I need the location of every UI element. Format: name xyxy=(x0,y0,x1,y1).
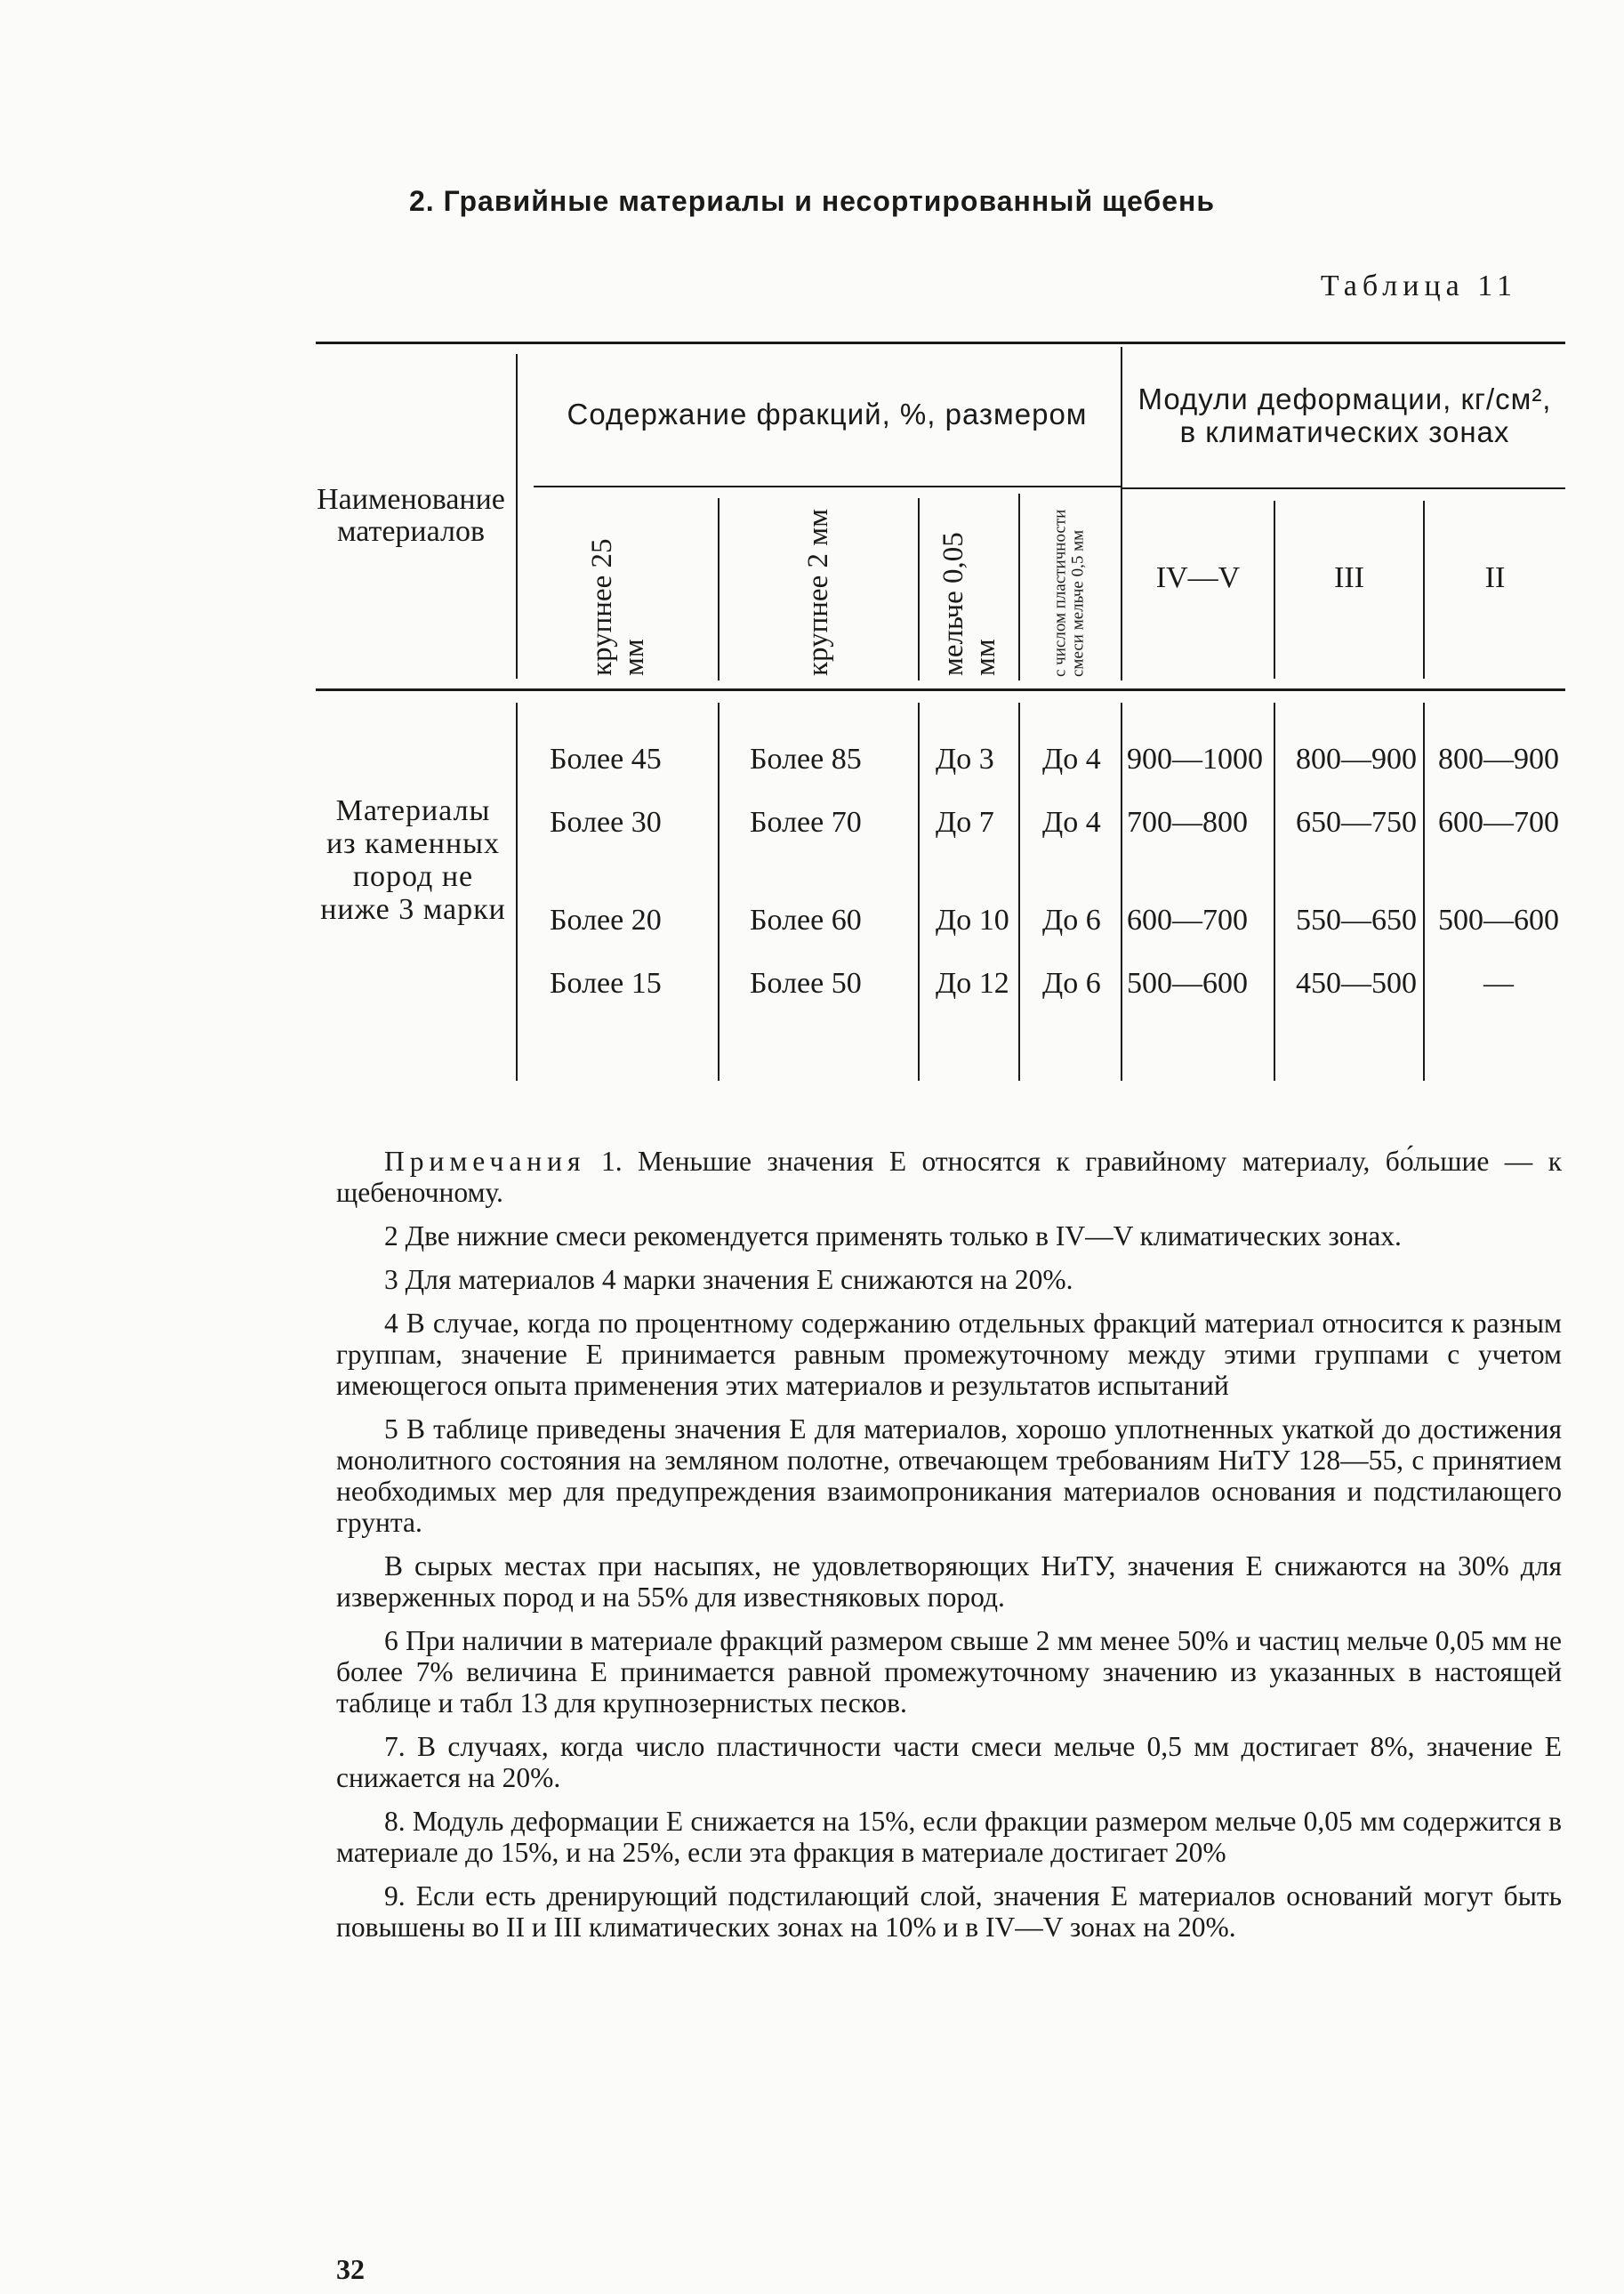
cell-plasticity: До 4 xyxy=(1042,806,1101,839)
vline-c25 xyxy=(718,498,720,680)
cell-plasticity: До 4 xyxy=(1042,743,1101,776)
vline-body-name xyxy=(516,703,518,1081)
notes-label: Примечания xyxy=(384,1146,586,1177)
note-8: 8. Модуль деформации E снижается на 15%, если фракции размером мельче 0,05 мм содержится в материале до 15%, и на 25%, если эта фракция в материале достигает 20% xyxy=(336,1806,1562,1868)
subheader-coarser-2: крупнее 2 мм xyxy=(802,509,834,676)
cell-c25: Более 15 xyxy=(550,967,662,1000)
cell-plasticity: До 6 xyxy=(1042,904,1101,937)
header-material-name: Наименование материалов xyxy=(317,483,505,548)
cell-zone-3: 550—650 xyxy=(1296,904,1417,937)
vline-group xyxy=(1121,347,1122,680)
cell-zone-2: — xyxy=(1483,967,1514,1000)
note-4: 4 В случае, когда по процентному содержанию отдельных фракций материал относится к разным группам, значение E принимается равным промежуточному между этими группами с учетом имеющегося опыта применения этих материалов и результатов испытаний xyxy=(336,1308,1562,1401)
header-fraction-content: Содержание фракций, %, размером xyxy=(567,397,1088,431)
subheader-finer-005: мельче 0,05 мм xyxy=(937,532,1001,676)
vline-body-z3 xyxy=(1423,703,1425,1081)
cell-c2: Более 60 xyxy=(750,904,862,937)
subheader-zone-2: II xyxy=(1484,561,1506,594)
subheader-zone-3: III xyxy=(1334,561,1364,594)
table-caption: Таблица 11 xyxy=(1320,270,1517,302)
cell-zone-4-5: 600—700 xyxy=(1127,904,1248,937)
header-modulus: Модули деформации, кг/см², в климатических зонах xyxy=(1138,382,1552,448)
vline-body-c25 xyxy=(718,703,720,1081)
note-3: 3 Для материалов 4 марки значения E снижаются на 20%. xyxy=(384,1264,1073,1295)
note-9: 9. Если есть дренирующий подстилающий слой, значения E материалов оснований могут быть повышены во II и III климатических зонах на 10% и в IV—V зонах на 20%. xyxy=(336,1880,1562,1943)
section-title: 2. Гравийные материалы и несортированный щебень xyxy=(409,185,1215,217)
cell-c25: Более 20 xyxy=(550,904,662,937)
vline-body-c2 xyxy=(918,703,920,1081)
vline-name xyxy=(516,354,518,679)
cell-f005: До 10 xyxy=(936,904,1009,937)
row-material-name: Материалы из каменных пород не ниже 3 марки xyxy=(320,794,506,926)
cell-zone-3: 450—500 xyxy=(1296,967,1417,1000)
cell-plasticity: До 6 xyxy=(1042,967,1101,1000)
cell-zone-4-5: 900—1000 xyxy=(1127,743,1263,776)
vline-body-pl xyxy=(1121,703,1122,1081)
vline-body-f005 xyxy=(1018,703,1020,1081)
cell-zone-3: 800—900 xyxy=(1296,743,1417,776)
cell-zone-2: 500—600 xyxy=(1438,904,1559,937)
cell-c2: Более 85 xyxy=(750,743,862,776)
note-5-continued: В сырых местах при насыпях, не удовлетворяющих НиТУ, значения E снижаются на 30% для изверженных пород и на 55% для известняковых пород. xyxy=(336,1550,1562,1613)
cell-c2: Более 50 xyxy=(750,967,862,1000)
cell-c25: Более 45 xyxy=(550,743,662,776)
cell-zone-2: 800—900 xyxy=(1438,743,1559,776)
header-bottom-rule xyxy=(316,688,1565,691)
note-2: 2 Две нижние смеси рекомендуется применять только в IV—V климатических зонах. xyxy=(384,1220,1402,1252)
note-6: 6 При наличии в материале фракций размером свыше 2 мм менее 50% и частиц мельче 0,05 мм не более 7% величина E принимается равной промежуточному значению из указанных в настоящей таблице и табл 13 для крупнозернистых песков. xyxy=(336,1625,1562,1718)
table-top-rule xyxy=(316,342,1565,344)
vline-body-z45 xyxy=(1274,703,1275,1081)
note-7: 7. В случаях, когда число пластичности части смеси мельче 0,5 мм достигает 8%, значение E снижается на 20%. xyxy=(336,1731,1562,1793)
note-1 xyxy=(336,1146,1562,1208)
page-number: 32 xyxy=(336,2253,365,2285)
note-1-text: 1. Меньшие значения E относятся к гравийному материалу, бо́льшие — к щебеночному. xyxy=(336,1146,1563,1208)
cell-c2: Более 70 xyxy=(750,806,862,839)
vline-f005 xyxy=(1018,494,1020,680)
cell-f005: До 3 xyxy=(936,743,994,776)
modulus-group-rule xyxy=(1122,487,1565,489)
cell-zone-4-5: 700—800 xyxy=(1127,806,1248,839)
note-5: 5 В таблице приведены значения E для материалов, хорошо уплотненных укаткой до достижения монолитного состояния на земляном полотне, отвечающем требованиям НиТУ 128—55, с принятием необходимых мер для предупреждения взаимопроникания материалов основания и подстилающего грунта. xyxy=(336,1413,1562,1538)
cell-zone-4-5: 500—600 xyxy=(1127,967,1248,1000)
cell-f005: До 7 xyxy=(936,806,994,839)
cell-zone-2: 600—700 xyxy=(1438,806,1559,839)
subheader-plasticity: с числом пластичности смеси мельче 0,5 мм xyxy=(1050,509,1088,677)
subheader-coarser-25: крупнее 25 мм xyxy=(586,538,650,676)
vline-c2 xyxy=(918,498,920,680)
cell-f005: До 12 xyxy=(936,967,1009,1000)
fraction-group-rule xyxy=(534,486,1121,487)
cell-c25: Более 30 xyxy=(550,806,662,839)
subheader-zone-4-5: IV—V xyxy=(1155,561,1241,594)
notes-block xyxy=(336,1146,1562,1955)
cell-zone-3: 650—750 xyxy=(1296,806,1417,839)
